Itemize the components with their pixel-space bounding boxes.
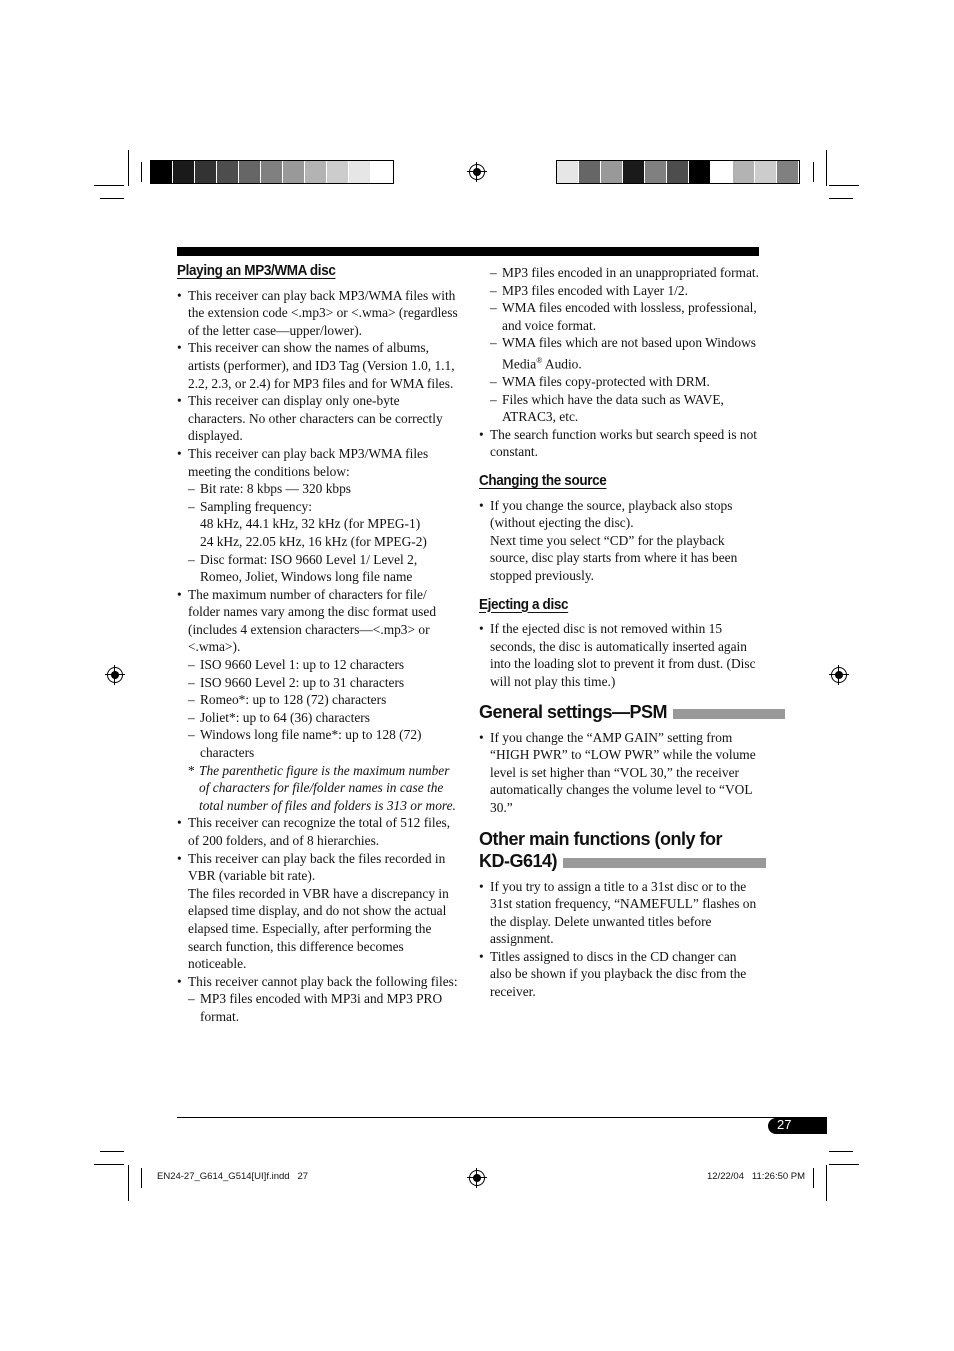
color-swatch [283, 161, 305, 183]
sub-item-text: WMA files which are not based upon Windows Media [502, 335, 756, 372]
color-swatch [777, 161, 799, 183]
list-item-text: This receiver can play back MP3/WMA files meeting the conditions below: [188, 445, 429, 479]
color-swatch [645, 161, 667, 183]
crop-mark [829, 1151, 853, 1152]
footer-timestamp: 12/22/04 11:26:50 PM [707, 1171, 806, 1182]
color-swatch [667, 161, 689, 183]
crop-mark [100, 1151, 124, 1152]
crop-mark [813, 162, 814, 182]
list-item [177, 445, 459, 586]
crop-mark [94, 185, 124, 186]
color-swatch [601, 161, 623, 183]
crop-mark [826, 1165, 827, 1201]
sub-item-text: Audio. [542, 356, 582, 372]
list-item [479, 497, 761, 585]
sub-item-line: 48 kHz, 44.1 kHz, 32 kHz (for MPEG-1) [200, 516, 421, 532]
list-item-text: The files recorded in VBR have a discrepancy in elapsed time display, and do not show the actual elapsed time. Especially, after performing the search function, this difference becomes noticeable. [188, 885, 449, 972]
sub-item: – WMA files encoded with lossless, professional, and voice format. [479, 299, 761, 334]
sub-item: – Romeo*: up to 128 (72) characters [177, 691, 459, 709]
color-swatch [239, 161, 261, 183]
color-swatch [755, 161, 777, 183]
color-swatch [327, 161, 349, 183]
section-heading: Ejecting a disc [479, 595, 569, 613]
list-item-text: The maximum number of characters for file/ folder names vary among the disc format used (includes 4 extension characters—<.mp3> or <.wma>). [188, 586, 437, 655]
registration-mark-icon [107, 667, 123, 683]
list-item [177, 586, 459, 815]
sub-item: – MP3 files encoded in an unappropriated format. [479, 264, 761, 282]
list-item: • Titles assigned to discs in the CD changer can also be shown if you playback the disc from the receiver. [479, 948, 761, 1001]
color-bar-left [150, 160, 394, 184]
list-item-text: • If you change the source, playback also stops (without ejecting the disc). [490, 497, 733, 531]
list-item: • If you try to assign a title to a 31st disc or to the 31st station frequency, “NAMEFULL” flashes on the display. Delete unwanted titles before assignment. [479, 878, 761, 948]
section-heading: Other main functions (only for [479, 828, 723, 849]
heading-bar [563, 858, 766, 868]
list-item: • This receiver can recognize the total of 512 files, of 200 folders, and of 8 hierarchies. [177, 814, 459, 849]
sub-item: – Files which have the data such as WAVE, ATRAC3, etc. [479, 391, 761, 426]
color-bar-right [556, 160, 800, 184]
bottom-rule [177, 1117, 827, 1118]
color-swatch [217, 161, 239, 183]
registration-mark-icon [831, 667, 847, 683]
right-column [479, 264, 761, 1001]
sub-item-text: Sampling frequency: [200, 498, 312, 514]
color-swatch [733, 161, 755, 183]
heading-bar [673, 709, 785, 719]
color-swatch [623, 161, 645, 183]
left-column [177, 262, 459, 1026]
section-heading: Changing the source [479, 472, 607, 489]
color-swatch [689, 161, 711, 183]
color-swatch [711, 161, 733, 183]
list-item [177, 850, 459, 973]
color-swatch [151, 161, 173, 183]
color-swatch [195, 161, 217, 183]
footnote: * The parenthetic figure is the maximum number of characters for file/folder names in case the total number of files and folders is 313 or more. [177, 762, 459, 815]
registered-mark: ® [536, 355, 543, 365]
sub-item: – WMA files copy-protected with DRM. [479, 373, 761, 391]
crop-mark [94, 1164, 124, 1165]
list-item-text: Next time you select “CD” for the playback source, disc play starts from where it has been stopped previously. [490, 532, 738, 583]
color-swatch [579, 161, 601, 183]
sub-item [177, 498, 459, 551]
list-item: • The search function works but search speed is not constant. [479, 426, 761, 461]
list-item-text: This receiver cannot play back the following files: [188, 973, 458, 989]
section-heading-row [479, 828, 761, 872]
color-swatch [261, 161, 283, 183]
sub-item: – Disc format: ISO 9660 Level 1/ Level 2, Romeo, Joliet, Windows long file name [177, 551, 459, 586]
crop-mark [829, 198, 853, 199]
sub-item: – Bit rate: 8 kbps — 320 kbps [177, 480, 459, 498]
crop-mark [128, 150, 129, 186]
crop-mark [829, 1164, 859, 1165]
list-item: • This receiver can play back MP3/WMA files with the extension code <.mp3> or <.wma> (regardless of the letter case—upper/lower). [177, 287, 459, 340]
page-number: 27 [777, 1117, 792, 1132]
list-item: • If you change the “AMP GAIN” setting from “HIGH PWR” to “LOW PWR” while the volume level is set higher than “VOL 30,” the receiver automatically changes the volume level to “VOL 30.” [479, 729, 761, 817]
crop-mark [813, 1168, 814, 1188]
crop-mark [128, 1165, 129, 1201]
section-heading: General settings—PSM [479, 701, 668, 722]
sub-item: – MP3 files encoded with Layer 1/2. [479, 282, 761, 300]
section-heading: KD-G614) [479, 850, 558, 871]
crop-mark [141, 1168, 142, 1188]
color-swatch [371, 161, 393, 183]
section-heading-row [479, 701, 761, 723]
sub-item: – ISO 9660 Level 1: up to 12 characters [177, 656, 459, 674]
crop-mark [141, 162, 142, 182]
sub-item-line: 24 kHz, 22.05 kHz, 16 kHz (for MPEG-2) [200, 533, 427, 549]
list-item [177, 973, 459, 1026]
crop-mark [100, 198, 124, 199]
color-swatch [173, 161, 195, 183]
crop-mark [826, 150, 827, 186]
list-item: • If the ejected disc is not removed within 15 seconds, the disc is automatically inserted again into the loading slot to prevent it from dust. (Disc will not play this time.) [479, 620, 761, 690]
registration-mark-icon [469, 1170, 485, 1186]
list-item: • This receiver can show the names of albums, artists (performer), and ID3 Tag (Version 1.0, 1.1, 2.2, 2.3, or 2.4) for MP3 files and for WMA files. [177, 339, 459, 392]
sub-item: – Joliet*: up to 64 (36) characters [177, 709, 459, 727]
sub-item: – MP3 files encoded with MP3i and MP3 PRO format. [177, 990, 459, 1025]
list-item: • This receiver can display only one-byte characters. No other characters can be correctly displayed. [177, 392, 459, 445]
registration-mark-icon [469, 164, 485, 180]
color-swatch [557, 161, 579, 183]
top-rule [177, 247, 759, 256]
color-swatch [305, 161, 327, 183]
list-item-text: • This receiver can play back the files recorded in VBR (variable bit rate). [188, 850, 446, 884]
section-heading: Playing an MP3/WMA disc [177, 262, 336, 279]
color-swatch [349, 161, 371, 183]
sub-item: – Windows long file name*: up to 128 (72) characters [177, 726, 459, 761]
footer-filename: EN24-27_G614_G514[UI]f.indd 27 [157, 1171, 309, 1182]
crop-mark [829, 185, 859, 186]
sub-item [479, 334, 761, 373]
sub-item: – ISO 9660 Level 2: up to 31 characters [177, 674, 459, 692]
